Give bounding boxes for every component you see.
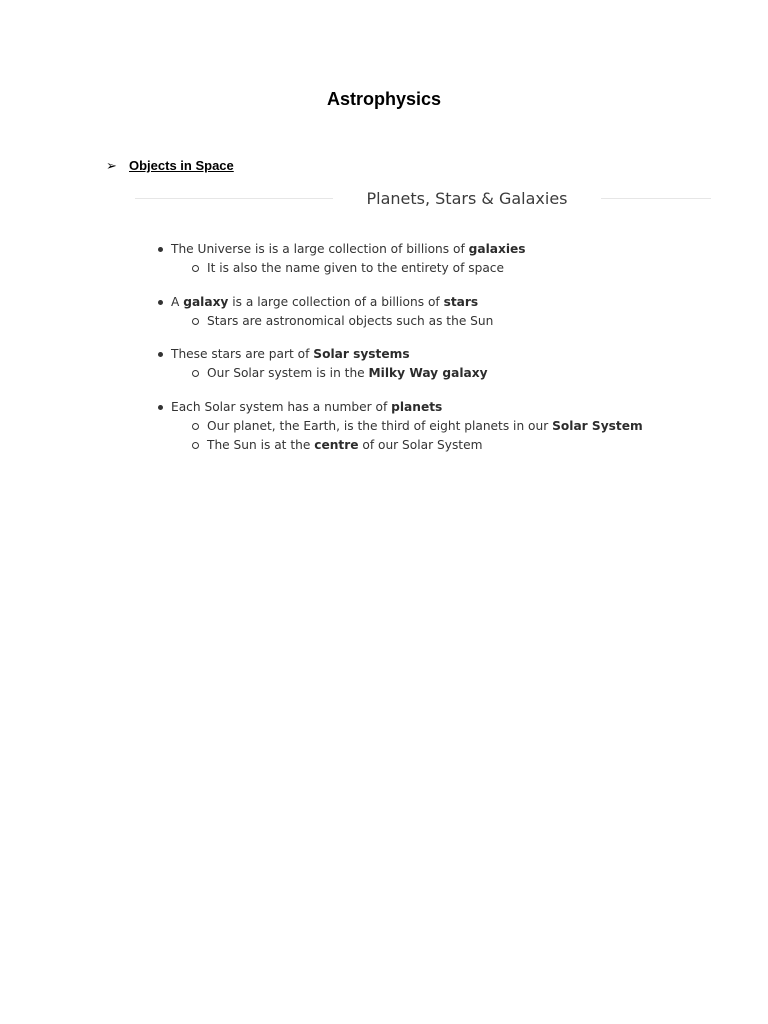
bullet-group — [155, 293, 705, 332]
bullet-item — [155, 398, 705, 417]
sub-bullet-item — [155, 259, 705, 279]
text-run: These stars are part of — [171, 347, 314, 361]
card-header — [133, 188, 713, 210]
text-run: Each Solar system has a number of — [171, 399, 392, 414]
header-rule-left — [135, 198, 333, 199]
bold-term: Solar System — [552, 418, 643, 433]
text-run: of our Solar System — [358, 438, 483, 452]
section-heading — [106, 157, 234, 175]
text-run: The Universe is is a large collection of billions of — [171, 242, 469, 256]
bullet-item — [155, 293, 705, 312]
bold-term: galaxies — [468, 242, 526, 256]
bullet-item — [155, 345, 705, 364]
header-rule-right — [601, 198, 711, 199]
bold-term: centre — [314, 438, 359, 452]
sub-bullet-item — [155, 436, 705, 456]
bullet-group — [155, 398, 705, 456]
card-title: Planets, Stars & Galaxies — [366, 189, 568, 208]
bold-term: galaxy — [183, 294, 229, 309]
bullet-list — [155, 240, 705, 470]
embedded-slide-image — [133, 178, 713, 464]
arrow-bullet-icon: ➢ — [106, 158, 117, 173]
text-run: A — [171, 294, 184, 309]
text-run: Our planet, the Earth, is the third of eight planets in our — [207, 418, 553, 433]
text-run: The Sun is at the — [207, 438, 315, 452]
section-heading-label: Objects in Space — [129, 158, 234, 173]
sub-bullet-item — [155, 364, 705, 384]
text-run: It is also the name given to the entirety of space — [207, 261, 504, 275]
text-run: is a large collection of a billions of — [228, 294, 444, 309]
sub-bullet-item — [155, 312, 705, 332]
text-run: Stars are astronomical objects such as the Sun — [207, 313, 494, 328]
bullet-item — [155, 240, 705, 259]
document-title: Astrophysics — [326, 89, 442, 109]
bold-term: stars — [443, 294, 479, 309]
bullet-group — [155, 345, 705, 384]
bold-term: Milky Way galaxy — [368, 366, 488, 380]
sub-bullet-item — [155, 417, 705, 437]
bold-term: planets — [391, 399, 443, 414]
bullet-group — [155, 240, 705, 279]
text-run: Our Solar system is in the — [207, 366, 369, 380]
bold-term: Solar systems — [313, 347, 410, 361]
